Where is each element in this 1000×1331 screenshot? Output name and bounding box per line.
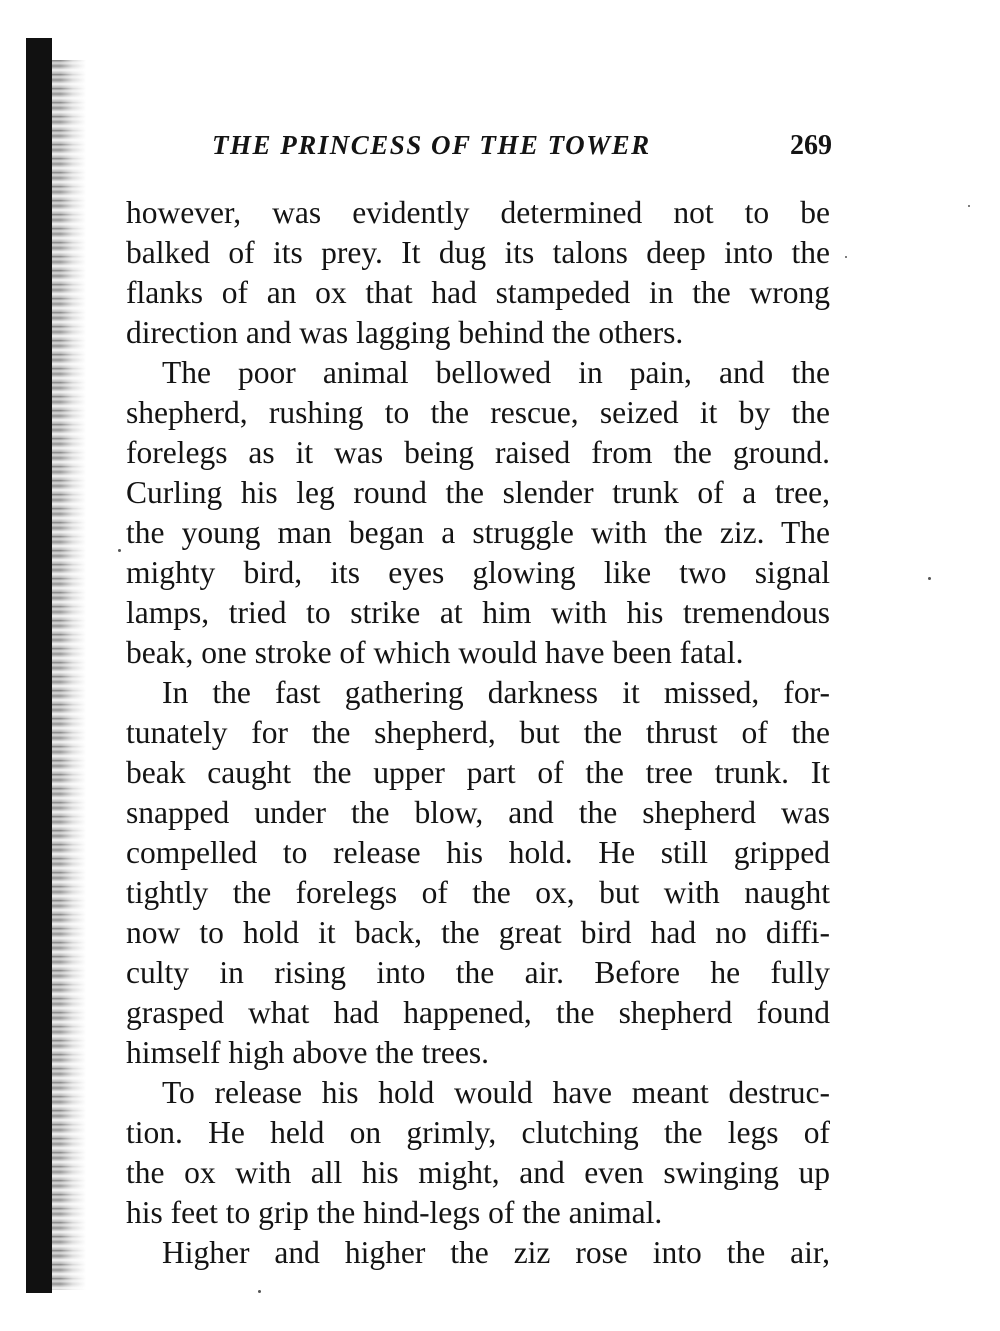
text-line: the young man began a struggle with the ziz. The <box>126 515 830 550</box>
ink-speck <box>968 205 970 207</box>
text-line: To release his hold would have meant destruc- <box>162 1075 830 1110</box>
ink-speck <box>928 577 931 580</box>
text-line: compelled to release his hold. He still gripped <box>126 835 830 870</box>
text-line: tion. He held on grimly, clutching the legs of <box>126 1115 830 1150</box>
body-text <box>126 193 830 1273</box>
text-line: forelegs as it was being raised from the ground. <box>126 435 830 470</box>
text-line: In the fast gathering darkness it missed, for- <box>162 675 830 710</box>
text-line: direction and was lagging behind the others. <box>126 315 684 350</box>
text-line: lamps, tried to strike at him with his tremendous <box>126 595 830 630</box>
ink-speck <box>845 256 847 258</box>
scan-binding-shadow <box>52 60 86 1290</box>
text-line: tightly the forelegs of the ox, but with naught <box>126 875 830 910</box>
text-line: however, was evidently determined not to be <box>126 195 830 230</box>
page-header <box>212 130 832 170</box>
text-line: tunately for the shepherd, but the thrust of the <box>126 715 830 750</box>
page-number: 269 <box>790 130 832 161</box>
text-line: the ox with all his might, and even swinging up <box>126 1155 830 1190</box>
text-line: beak, one stroke of which would have been fatal. <box>126 635 744 670</box>
text-line: his feet to grip the hind-legs of the animal. <box>126 1195 663 1230</box>
scan-binding-edge <box>26 38 52 1293</box>
text-line: mighty bird, its eyes glowing like two signal <box>126 555 830 590</box>
text-line: culty in rising into the air. Before he fully <box>126 955 830 990</box>
ink-speck <box>258 1290 261 1293</box>
text-line: himself high above the trees. <box>126 1035 490 1070</box>
text-line: flanks of an ox that had stampeded in the wrong <box>126 275 830 310</box>
text-line: The poor animal bellowed in pain, and the <box>162 355 830 390</box>
text-line: now to hold it back, the great bird had no diffi- <box>126 915 830 950</box>
ink-speck <box>118 549 121 552</box>
text-line: grasped what had happened, the shepherd found <box>126 995 830 1030</box>
text-line: snapped under the blow, and the shepherd was <box>126 795 830 830</box>
text-line: beak caught the upper part of the tree trunk. It <box>126 755 830 790</box>
running-head: THE PRINCESS OF THE TOWER <box>212 130 651 160</box>
text-line: Higher and higher the ziz rose into the air, <box>162 1235 830 1270</box>
text-line: shepherd, rushing to the rescue, seized it by the <box>126 395 830 430</box>
text-line: Curling his leg round the slender trunk of a tree, <box>126 475 830 510</box>
text-line: balked of its prey. It dug its talons deep into the <box>126 235 830 270</box>
